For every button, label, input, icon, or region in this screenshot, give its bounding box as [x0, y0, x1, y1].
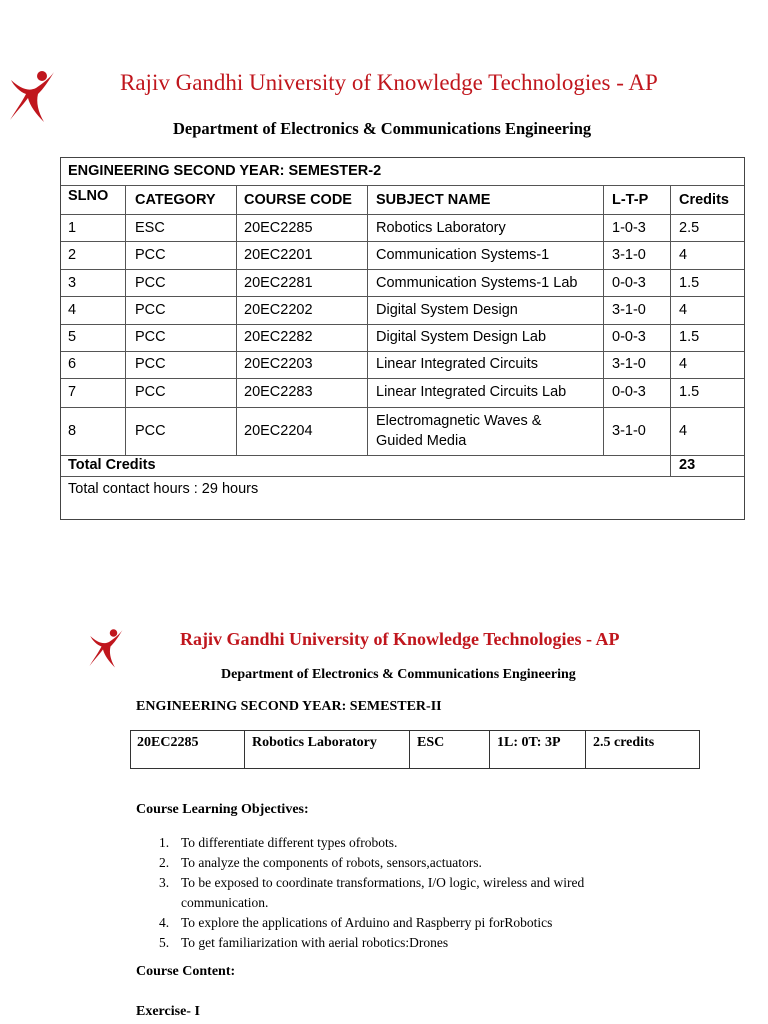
university-logo-icon: [88, 626, 124, 670]
table-cell: PCC: [135, 356, 166, 372]
table-cell: 20EC2282: [244, 329, 313, 345]
table-cell: ESC: [135, 220, 165, 236]
list-item-number: 1.: [159, 835, 170, 850]
table-cell: 4: [68, 302, 77, 318]
course-category: ESC: [417, 735, 445, 750]
table-cell: PCC: [135, 423, 166, 439]
objectives-heading: Course Learning Objectives:: [136, 802, 309, 817]
list-item-number: 2.: [159, 855, 170, 870]
university-title: Rajiv Gandhi University of Knowledge Technologies - AP: [180, 629, 620, 649]
table-cell: 20EC2281: [244, 275, 313, 291]
list-item: To explore the applications of Arduino and Raspberry pi forRobotics: [181, 915, 553, 930]
table-cell: 3-1-0: [612, 302, 646, 318]
table-cell: Communication Systems-1: [376, 247, 550, 263]
table-cell: 1-0-3: [612, 220, 646, 236]
list-item: To be exposed to coordinate transformations, I/O logic, wireless and wired: [181, 875, 585, 890]
table-cell: PCC: [135, 329, 166, 345]
table-cell: 3: [68, 275, 77, 291]
table-cell: 20EC2285: [244, 220, 313, 236]
university-logo-icon: [8, 68, 56, 124]
column-header: COURSE CODE: [244, 192, 352, 208]
list-item: To get familiarization with aerial robotics:Drones: [181, 935, 449, 950]
course-name: Robotics Laboratory: [252, 735, 377, 750]
table-cell: 3-1-0: [612, 356, 646, 372]
table-cell: PCC: [135, 302, 166, 318]
semester-course-table: [60, 157, 745, 520]
table-cell: Linear Integrated Circuits: [376, 356, 538, 372]
table-cell: 0-0-3: [612, 275, 646, 291]
table-cell: 6: [68, 356, 77, 372]
university-title: Rajiv Gandhi University of Knowledge Technologies - AP: [120, 70, 658, 95]
list-item: To analyze the components of robots, sensors,actuators.: [181, 855, 482, 870]
table-cell: 4: [679, 356, 688, 372]
course-code: 20EC2285: [137, 735, 199, 750]
table-cell: 0-0-3: [612, 329, 646, 345]
column-header: SLNO: [68, 188, 109, 204]
table-cell: 1.5: [679, 384, 700, 400]
table-cell: 4: [679, 247, 688, 263]
table-cell: 7: [68, 384, 77, 400]
list-item-number: 4.: [159, 915, 170, 930]
department-title: Department of Electronics & Communications Engineering: [173, 119, 592, 138]
table-cell: 1.5: [679, 275, 700, 291]
table-cell: 20EC2203: [244, 356, 313, 372]
table-cell: 1.5: [679, 329, 700, 345]
table-cell-line1: Electromagnetic Waves &: [376, 413, 542, 429]
table-cell: 20EC2202: [244, 302, 313, 318]
table-cell: 0-0-3: [612, 384, 646, 400]
column-header: CATEGORY: [135, 192, 216, 208]
course-ltp: 1L: 0T: 3P: [497, 735, 561, 750]
table-cell: 5: [68, 329, 77, 345]
contact-hours: Total contact hours : 29 hours: [68, 481, 259, 497]
column-header: Credits: [679, 192, 729, 208]
list-item: To differentiate different types ofrobots.: [181, 835, 398, 850]
column-header: SUBJECT NAME: [376, 192, 491, 208]
list-item-number: 3.: [159, 875, 170, 890]
table-title: ENGINEERING SECOND YEAR: SEMESTER-2: [68, 163, 382, 179]
table-cell: Communication Systems-1 Lab: [376, 275, 578, 291]
table-cell: 3-1-0: [612, 247, 646, 263]
total-credits-label: Total Credits: [68, 457, 156, 473]
course-content-heading: Course Content:: [136, 964, 236, 979]
table-cell: PCC: [135, 275, 166, 291]
course-credits: 2.5 credits: [593, 735, 655, 750]
list-item-continuation: communication.: [181, 895, 269, 910]
table-cell: 20EC2201: [244, 247, 313, 263]
table-cell: PCC: [135, 384, 166, 400]
table-cell: PCC: [135, 247, 166, 263]
table-cell: 1: [68, 220, 77, 236]
table-cell: Linear Integrated Circuits Lab: [376, 384, 567, 400]
table-cell: 2: [68, 247, 77, 263]
table-cell: 3-1-0: [612, 423, 646, 439]
exercise-heading: Exercise- I: [136, 1004, 200, 1019]
column-header: L-T-P: [612, 192, 649, 208]
semester-heading: ENGINEERING SECOND YEAR: SEMESTER-II: [136, 699, 442, 714]
table-cell: 2.5: [679, 220, 700, 236]
table-cell: 20EC2204: [244, 423, 313, 439]
table-cell: Robotics Laboratory: [376, 220, 506, 236]
department-title: Department of Electronics & Communications Engineering: [221, 667, 576, 682]
table-cell-line2: Guided Media: [376, 433, 467, 449]
table-cell: 20EC2283: [244, 384, 313, 400]
course-info-table: [130, 730, 700, 769]
table-cell: 8: [68, 423, 77, 439]
list-item-number: 5.: [159, 935, 170, 950]
total-credits-value: 23: [679, 457, 696, 473]
table-cell: 4: [679, 423, 688, 439]
table-cell: 4: [679, 302, 688, 318]
table-cell: Digital System Design Lab: [376, 329, 547, 345]
table-cell: Digital System Design: [376, 302, 518, 318]
